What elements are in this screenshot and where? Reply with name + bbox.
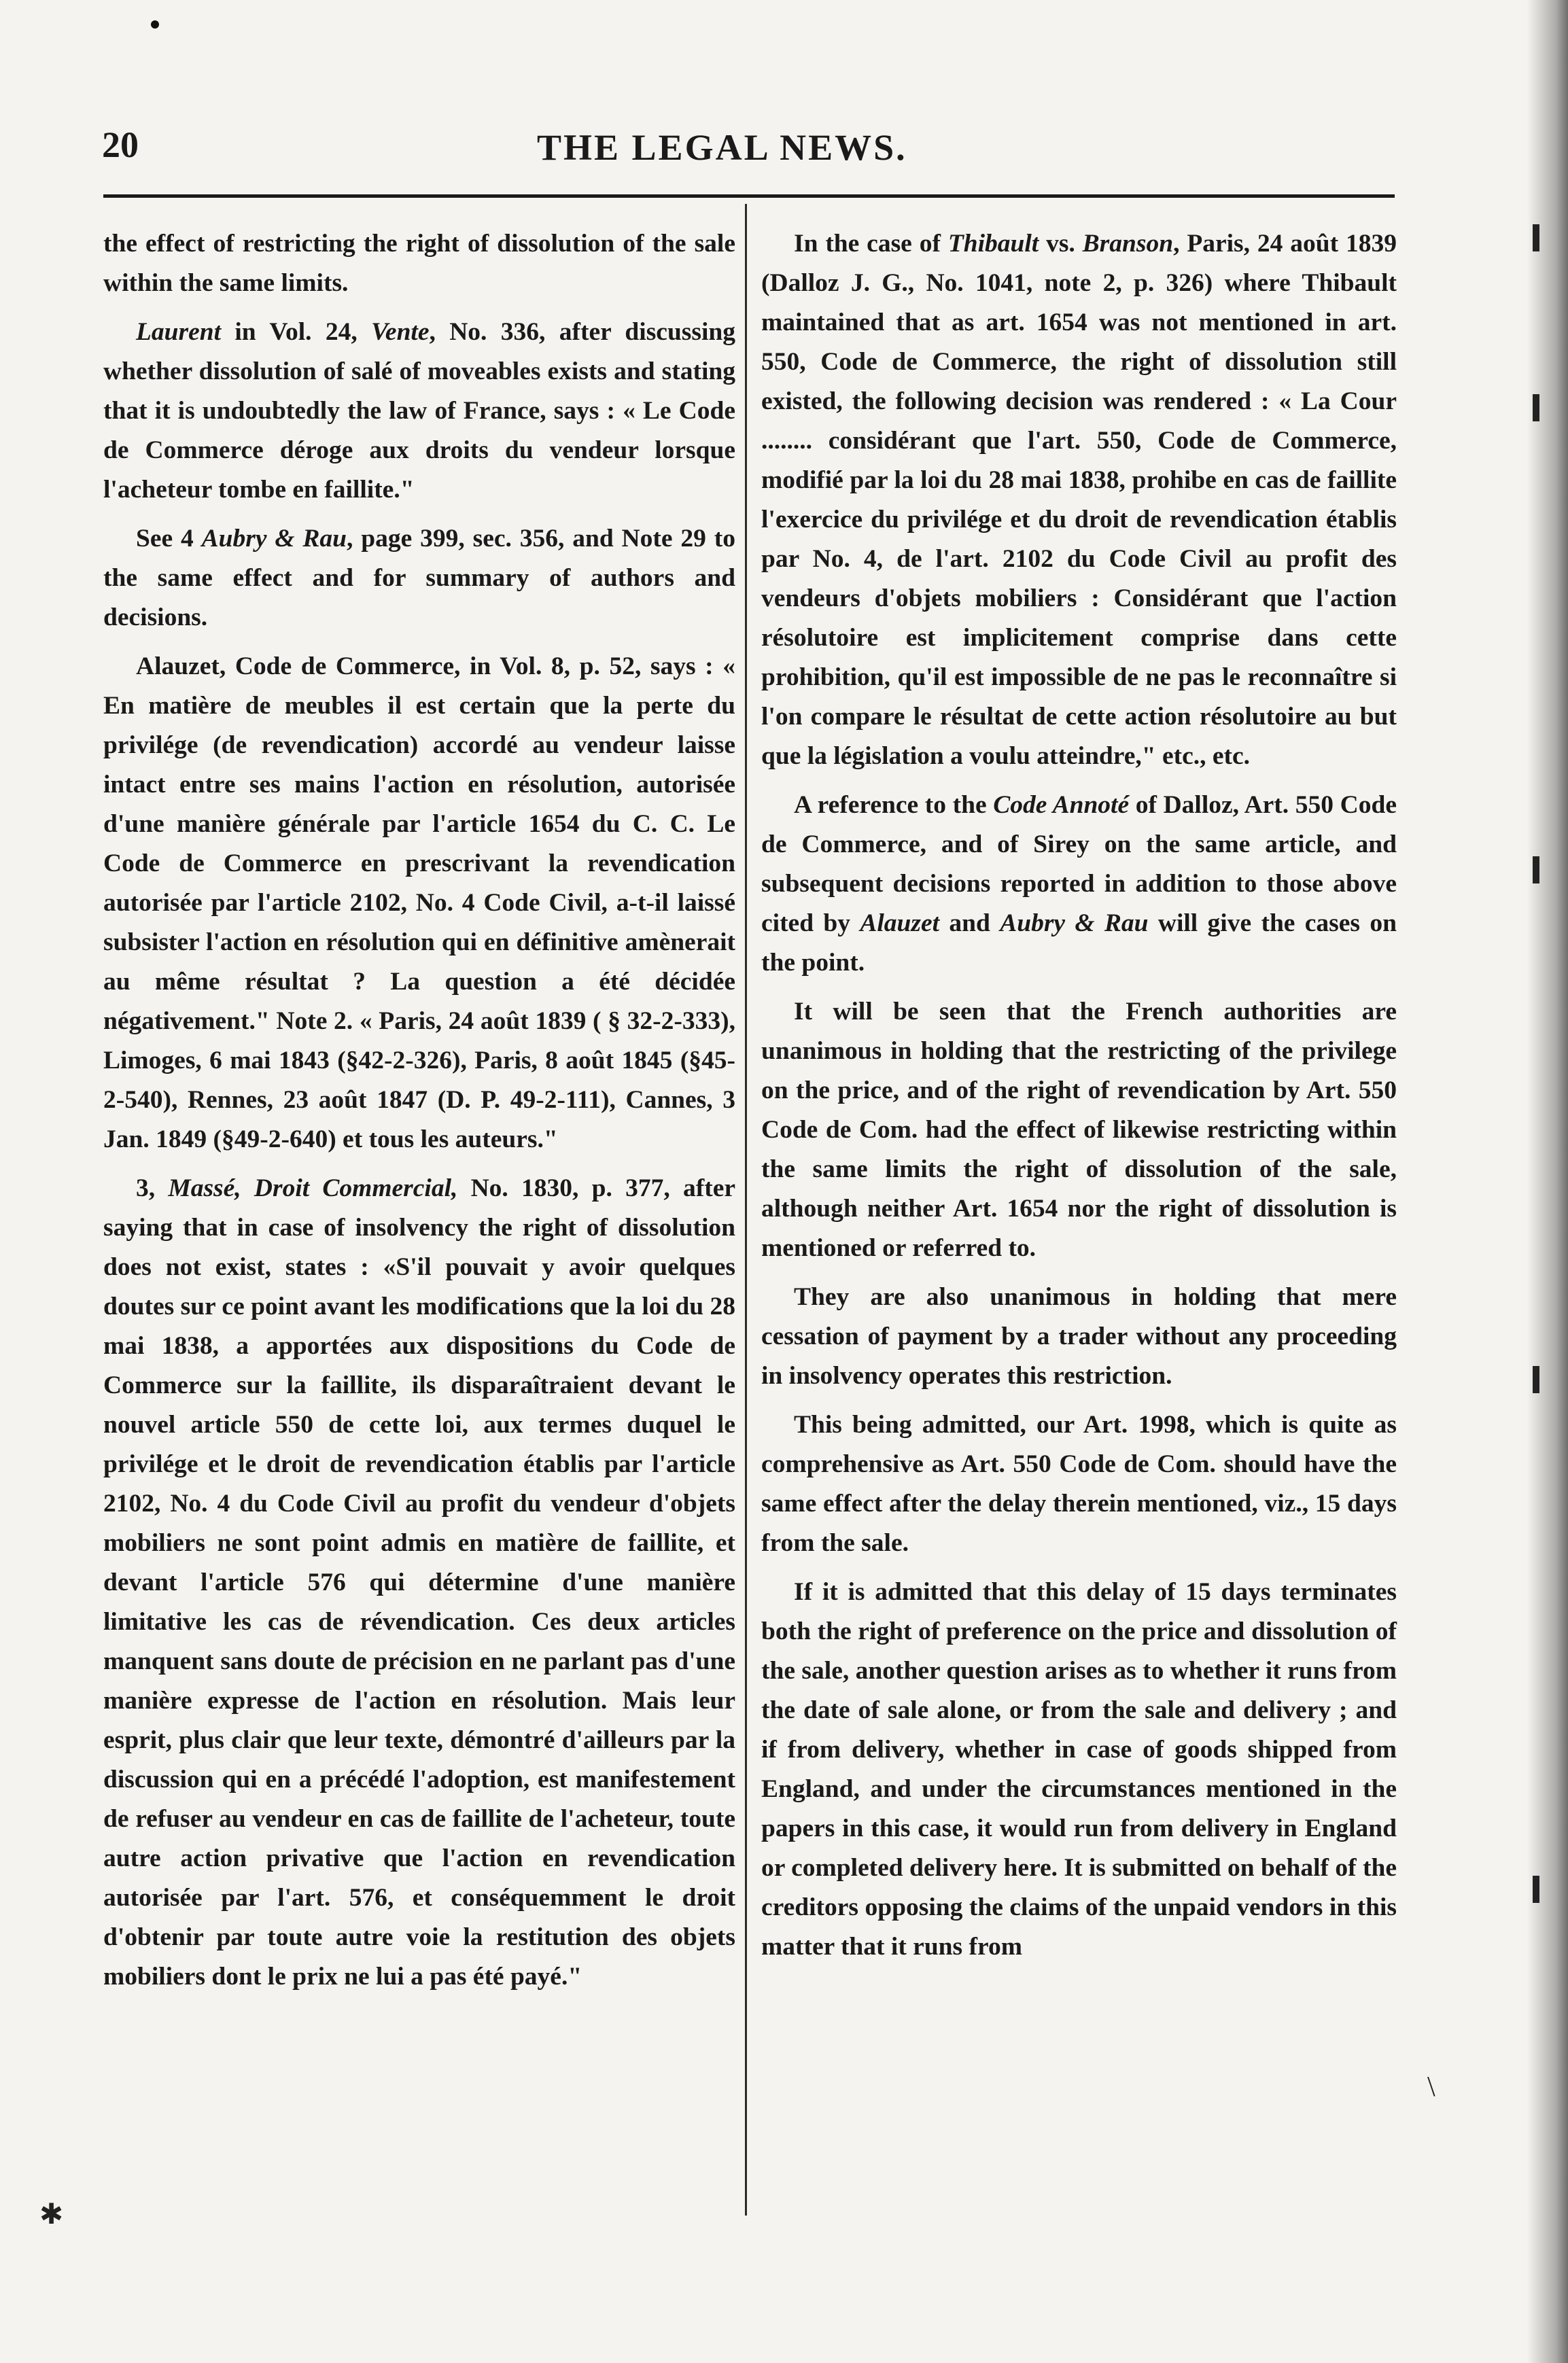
header-rule (103, 194, 1395, 198)
italic-citation: Thibault (947, 230, 1039, 258)
text-run: Alauzet, Code de Commerce, in Vol. 8, p. 52, says : « En matière de meubles il est certain que la perte du privilége (de revendication) accordé au vendeur laisse intact entre ses mains l'action en résolution, autorisée d'une manière générale par l'article 1654 du C. C. Le Code de Commerce en prescrivant la revendication autorisée par l'article 2102, No. 4 Code Civil, a-t-il laissé subsister l'action en résolution qui en définitive amènerait au même résultat ? La question a été décidée négativement." Note 2. « Paris, 24 août 1839 ( § 32-2-333), Limoges, 6 mai 1843 (§42-2-326), Paris, 8 août 1845 (§45-2-540), Rennes, 23 août 1847 (D. P. 49-2-111), Cannes, 3 Jan. 1849 (§49-2-640) et tous les auteurs." (103, 652, 735, 1153)
text-run: It will be seen that the French authorities are unanimous in holding that the restricting of the privilege on the price, and of the right of revendication by Art. 550 Code de Com. had the effect of likewise restricting within the same limits the right of dissolution of the sale, although neither Art. 1654 nor the right of dissolution is mentioned or referred to. (761, 998, 1397, 1262)
text-run: , page 399, sec. 356, and Note 29 to the same effect and for summary of authors and decisions. (103, 525, 735, 631)
text-run: See 4 (136, 525, 202, 553)
text-run: vs. (1039, 230, 1083, 258)
paragraph (761, 224, 1397, 776)
paragraph (761, 786, 1397, 983)
paragraph (103, 224, 735, 303)
text-run: and (939, 909, 1000, 937)
italic-citation: Aubry & Rau (1000, 909, 1149, 937)
text-run: of Dalloz, Art. 550 Code de Commerce, and of Sirey on the same article, and subsequent decisions reported in addition to those above cited by (761, 791, 1397, 937)
italic-citation: Branson (1082, 230, 1174, 258)
italic-citation: Vente (371, 318, 430, 346)
scanned-page-edge (1527, 0, 1568, 2363)
text-run: A reference to the (794, 791, 994, 819)
paragraph (103, 1169, 735, 1997)
italic-citation: Massé, Droit Commercial, (168, 1174, 458, 1202)
paragraph (761, 1573, 1397, 1967)
text-run: If it is admitted that this delay of 15 days terminates both the right of preference on the price and dissolution of the sale, another question arises as to whether it runs from the date of sale alone, or from the sale and delivery ; and if from delivery, whether in case of goods shipped from England, and under the circumstances mentioned in the papers in this case, it would run from delivery in England or completed delivery here. It is submitted on behalf of the creditors opposing the claims of the unpaid vendors in this matter that it runs from (761, 1578, 1397, 1961)
italic-citation: Laurent (136, 318, 222, 346)
text-run: in Vol. 24, (221, 318, 372, 346)
page-header (102, 124, 1393, 185)
text-run: , No. 336, after discussing whether dissolution of salé of moveables exists and stating that it is undoubtedly the law of France, says : « Le Code de Commerce déroge aux droits du vendeur lorsque l'acheteur tombe en faillite." (103, 318, 736, 504)
paragraph (103, 647, 735, 1159)
italic-citation: Code Annoté (993, 791, 1130, 819)
column-divider (745, 204, 747, 2216)
italic-citation: Alauzet (860, 909, 940, 937)
paragraph (103, 519, 735, 637)
italic-citation: Aubry & Rau (201, 525, 347, 553)
paragraph (761, 992, 1397, 1268)
page-number: 20 (102, 124, 139, 165)
text-run: They are also unanimous in holding that mere cessation of payment by a trader without any proceeding in insolvency operates this restriction. (761, 1283, 1397, 1390)
text-run: No. 1830, p. 377, after saying that in case of insolvency the right of dissolution does not exist, states : «S'il pouvait y avoir quelques doutes sur ce point avant les modifications que la loi du 28 mai 1838, a apportées aux dispositions du Code de Commerce sur la faillite, ils disparaîtraient devant le nouvel article 550 de cette loi, aux termes duquel le privilége et le droit de revendication établis par l'article 2102, No. 4 du Code Civil au profit du vendeur d'objets mobiliers ne sont point admis en matière de faillite, et devant l'article 576 qui détermine d'une manière limitative les cas de révendication. Ces deux articles manquent sans doute de précision en ne parlant pas d'une manière expresse de l'action en résolution. Mais leur esprit, plus clair que leur texte, démontré d'ailleurs par la discussion qui en a précédé l'adoption, est manifestement de refuser au vendeur en cas de faillite de l'acheteur, toute autre action privative que l'action en revendication autorisée par l'art. 576, et conséquemment le droit d'obtenir par toute autre voie la restitution des objets mobiliers dont le prix ne lui a pas été payé." (103, 1174, 736, 1991)
ink-speck (151, 20, 159, 29)
paragraph (761, 1405, 1397, 1563)
text-run: , Paris, 24 août 1839 (Dalloz J. G., No. 1041, note 2, p. 326) where Thibault maintained that as art. 1654 was not mentioned in art. 550, Code de Commerce, the right of dissolution still existed, the following decision was rendered : « La Cour ........ considérant que l'art. 550, Code de Commerce, modifié par la loi du 28 mai 1838, prohibe en cas de faillite l'exercice du privilége et du droit de revendication établis par No. 4, de l'art. 2102 du Code Civil au profit des vendeurs d'objets mobiliers : Considérant que l'action résolutoire est implicitement comprise dans cette prohibition, qu'il est impossible de ne pas le reconnaître si l'on compare le résultat de cette action résolutoire au but que la législation a voulu atteindre," etc., etc. (761, 230, 1397, 770)
text-run: 3, (136, 1174, 169, 1202)
text-run: will give the cases on the point. (761, 909, 1397, 977)
text-run: This being admitted, our Art. 1998, which is quite as comprehensive as Art. 550 Code de Com. should have the same effect after the delay therein mentioned, viz., 15 days from the sale. (761, 1411, 1397, 1557)
text-run: the effect of restricting the right of dissolution of the sale within the same limits. (103, 230, 735, 297)
text-run: In the case of (794, 230, 948, 258)
paragraph (103, 313, 735, 510)
left-column (103, 224, 735, 2006)
paragraph (761, 1278, 1397, 1396)
running-title: THE LEGAL NEWS. (537, 127, 907, 168)
right-column (761, 224, 1397, 1976)
margin-mark: \ (1427, 2071, 1435, 2103)
margin-mark: ✱ (39, 2199, 64, 2230)
